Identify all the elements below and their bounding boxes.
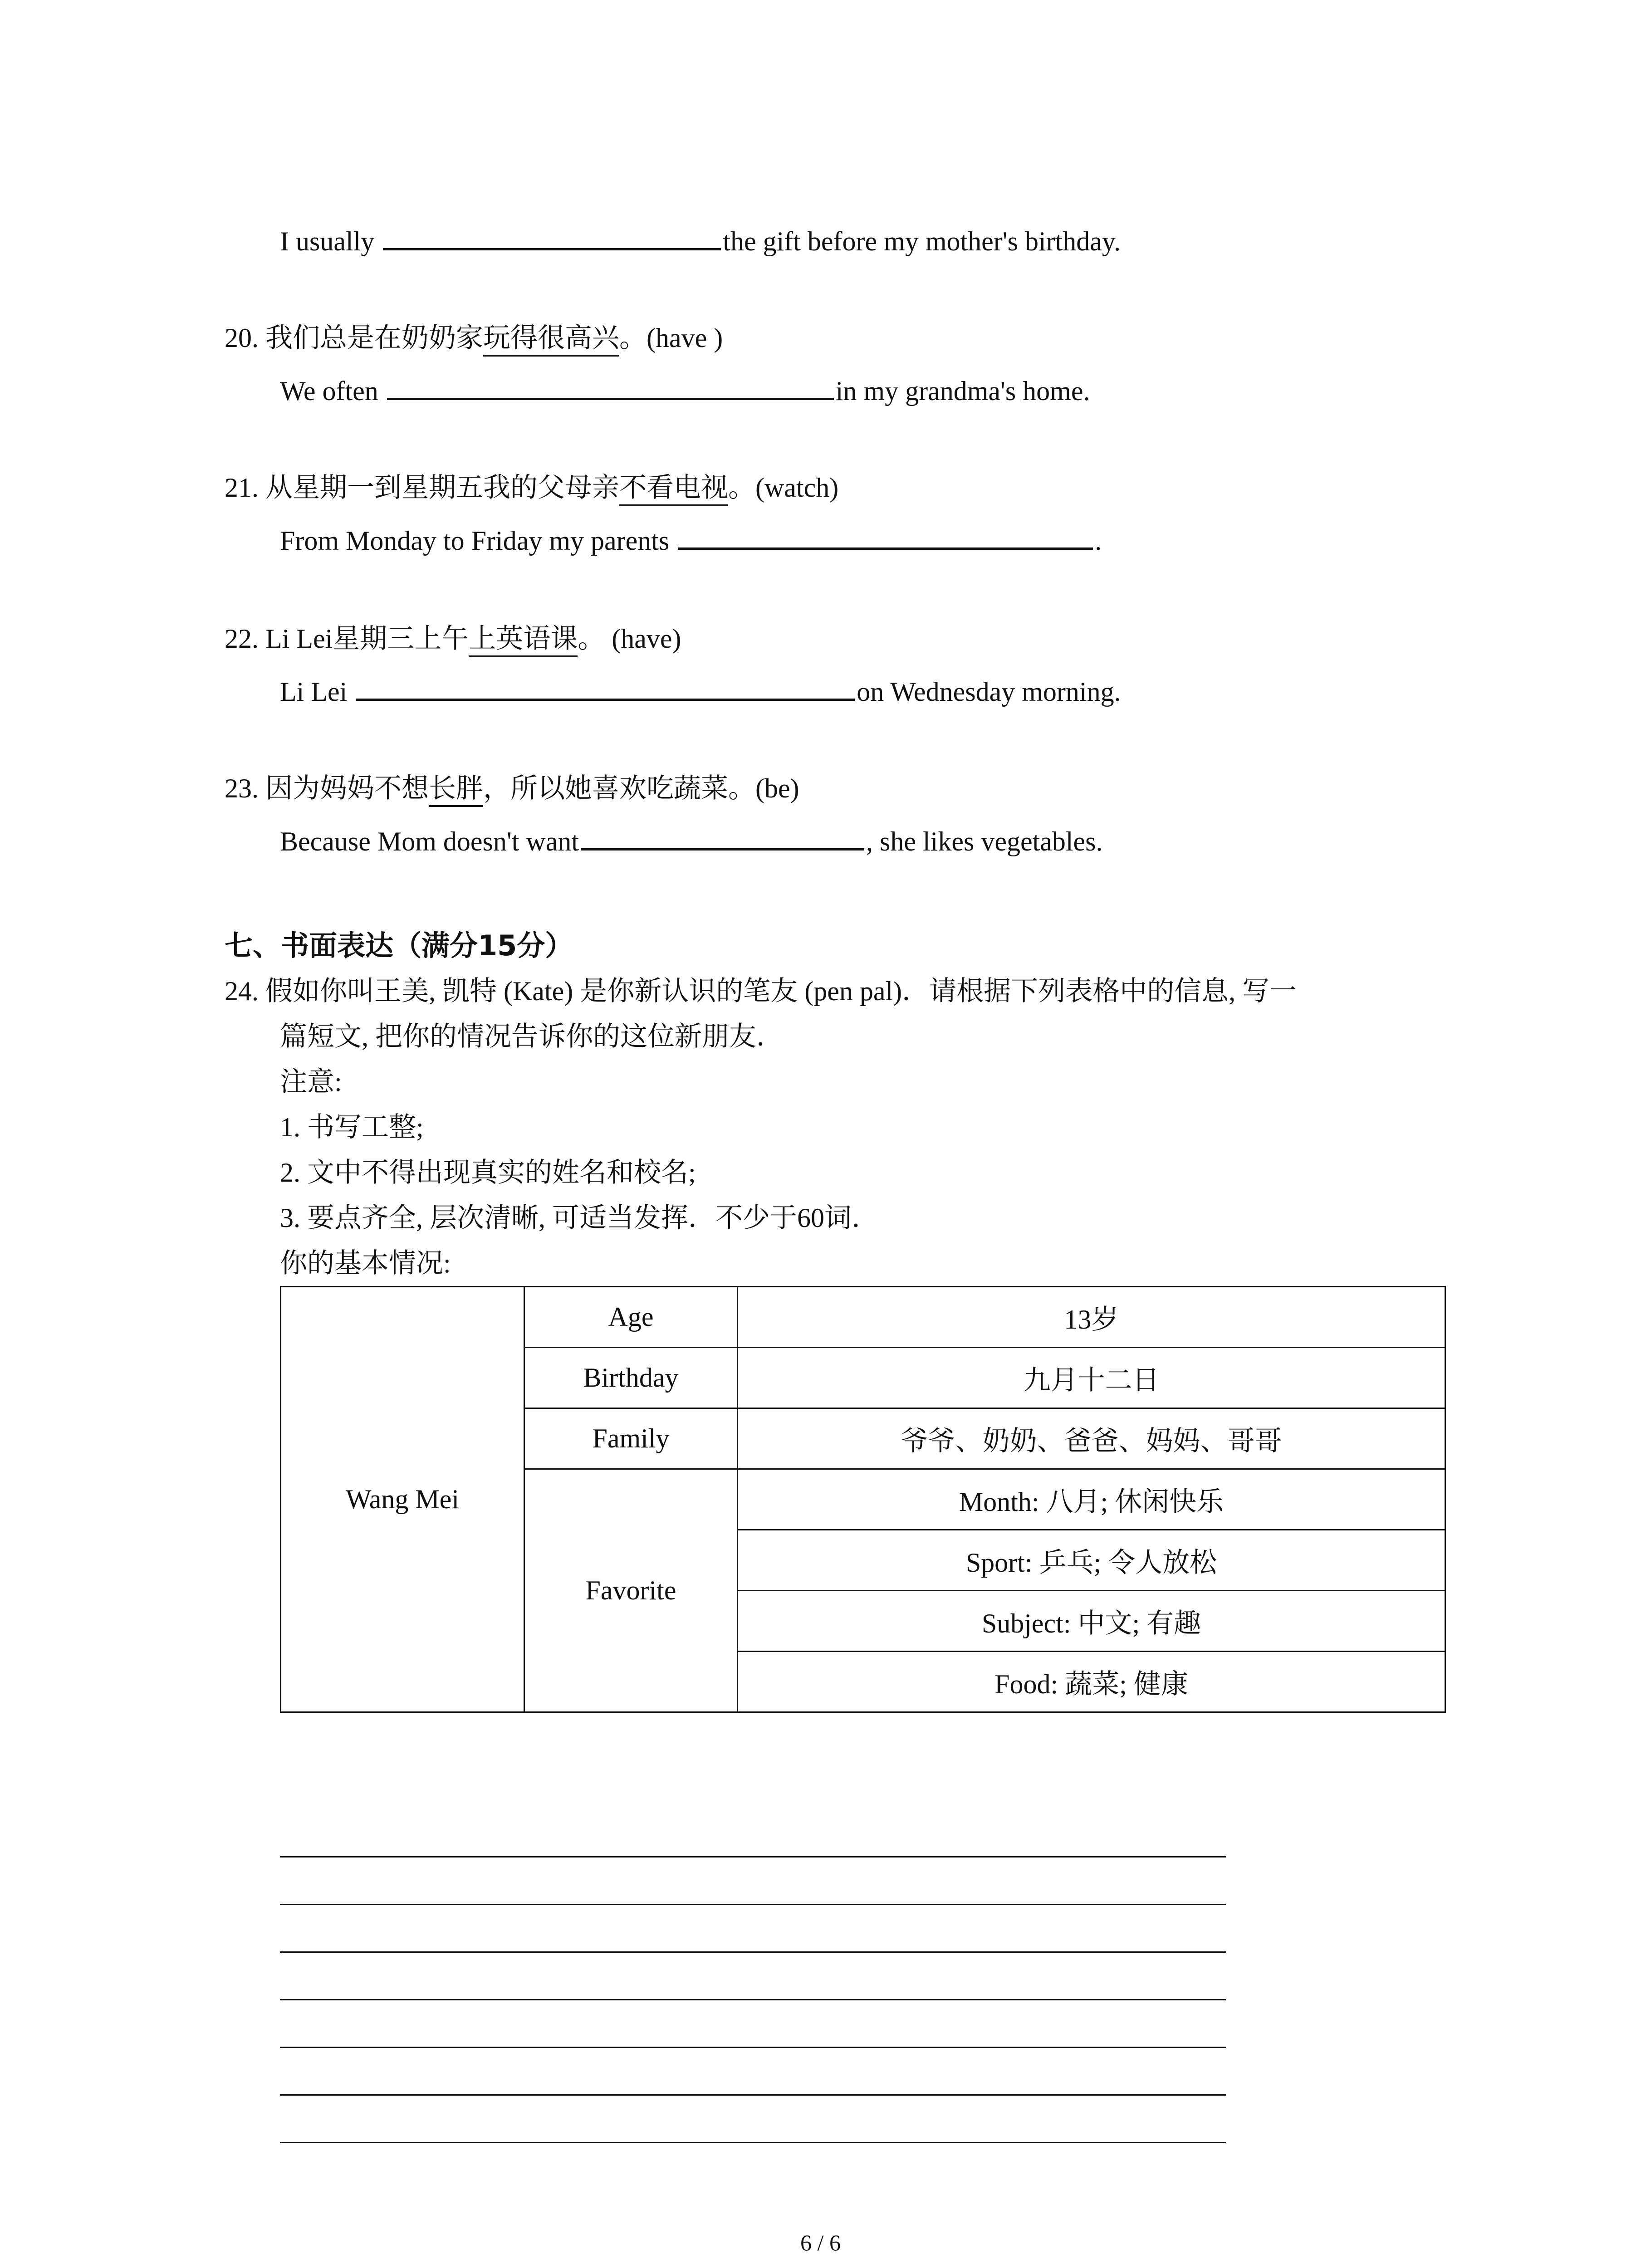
q21-cn-after: 。(watch) bbox=[728, 473, 839, 503]
q20-chinese-line bbox=[225, 324, 723, 352]
q24-number: 24. bbox=[225, 976, 259, 1006]
writing-line[interactable] bbox=[280, 2000, 1226, 2048]
q22-cn-after: 。 (have) bbox=[578, 624, 681, 654]
family-value-cell: 爷爷、奶奶、爸爸、妈妈、哥哥 bbox=[738, 1408, 1445, 1469]
q20-number: 20. bbox=[225, 323, 259, 353]
q24-prompt-line2: 篇短文, 把你的情况告诉你的这位新朋友． bbox=[280, 1022, 784, 1051]
q24-info-label: 你的基本情况: bbox=[280, 1248, 451, 1278]
section-title: 七、书面表达（满分15分） bbox=[225, 929, 573, 962]
q22-cn-before: Li Lei星期三上午 bbox=[265, 624, 469, 654]
q22-chinese-line bbox=[225, 625, 681, 652]
q21-number: 21. bbox=[225, 473, 259, 503]
page-number: 6 / 6 bbox=[800, 2230, 841, 2255]
q21-answer-blank[interactable] bbox=[678, 524, 1093, 550]
q20-cn-before: 我们总是在奶奶家 bbox=[265, 323, 483, 353]
writing-line[interactable] bbox=[280, 2048, 1226, 2096]
q23-cn-underlined: 长胖 bbox=[429, 773, 483, 807]
q23-cn-before: 因为妈妈不想 bbox=[265, 773, 429, 803]
q22-english-line bbox=[280, 675, 1121, 705]
q21-en-prefix: From Monday to Friday my parents bbox=[280, 526, 670, 556]
q20-cn-underlined: 玩得很高兴 bbox=[483, 323, 619, 357]
writing-line[interactable] bbox=[280, 1857, 1226, 1905]
fav-sport-cell: Sport: 乒乓; 令人放松 bbox=[738, 1530, 1445, 1591]
q23-en-prefix: Because Mom doesn't want bbox=[280, 826, 579, 856]
q19-english-line bbox=[280, 225, 1121, 255]
q20-en-prefix: We often bbox=[280, 376, 378, 406]
writing-line[interactable] bbox=[280, 1810, 1226, 1857]
birthday-value-cell: 九月十二日 bbox=[738, 1348, 1445, 1408]
q24-notes-label: 注意: bbox=[280, 1067, 342, 1097]
q19-suffix: the gift before my mother's birthday. bbox=[723, 226, 1121, 256]
q20-cn-after: 。(have ) bbox=[619, 323, 723, 353]
q23-cn-after: ，所以她喜欢吃蔬菜。(be) bbox=[483, 773, 799, 803]
name-cell: Wang Mei bbox=[281, 1287, 524, 1712]
q20-english-line bbox=[280, 374, 1090, 405]
writing-line[interactable] bbox=[280, 1953, 1226, 2000]
q22-answer-blank[interactable] bbox=[356, 675, 855, 701]
q24-note-1: 1. 书写工整; bbox=[280, 1112, 424, 1142]
age-value-cell: 13岁 bbox=[738, 1287, 1445, 1348]
fav-food-cell: Food: 蔬菜; 健康 bbox=[738, 1652, 1445, 1712]
q22-en-prefix: Li Lei bbox=[280, 677, 348, 707]
q24-note-2: 2. 文中不得出现真实的姓名和校名; bbox=[280, 1158, 696, 1188]
age-label-cell: Age bbox=[524, 1287, 738, 1348]
table-row bbox=[281, 1287, 1445, 1348]
q22-en-suffix: on Wednesday morning. bbox=[857, 677, 1121, 707]
q21-chinese-line bbox=[225, 474, 838, 501]
q21-cn-before: 从星期一到星期五我的父母亲 bbox=[265, 473, 619, 503]
q23-chinese-line bbox=[225, 775, 799, 802]
q23-english-line bbox=[280, 825, 1103, 855]
writing-area[interactable] bbox=[280, 1810, 1226, 2143]
q20-answer-blank[interactable] bbox=[387, 374, 834, 400]
fav-subject-cell: Subject: 中文; 有趣 bbox=[738, 1591, 1445, 1652]
q23-en-suffix: , she likes vegetables. bbox=[866, 826, 1103, 856]
q21-english-line bbox=[280, 524, 1102, 554]
fav-month-cell: Month: 八月; 休闲快乐 bbox=[738, 1469, 1445, 1530]
q23-answer-blank[interactable] bbox=[581, 825, 864, 850]
q24-note-3: 3. 要点齐全, 层次清晰, 可适当发挥．不少于60词． bbox=[280, 1203, 879, 1233]
favorite-label-cell: Favorite bbox=[524, 1469, 738, 1712]
birthday-label-cell: Birthday bbox=[524, 1348, 738, 1408]
q22-number: 22. bbox=[225, 624, 259, 654]
q23-number: 23. bbox=[225, 773, 259, 803]
q24-prompt-text1: 假如你叫王美, 凯特 (Kate) 是你新认识的笔友 (pen pal)．请根据下列表格中的信息, 写一 bbox=[265, 976, 1297, 1006]
q24-prompt-line1 bbox=[225, 978, 1297, 1005]
q21-cn-underlined: 不看电视 bbox=[619, 473, 728, 506]
writing-line[interactable] bbox=[280, 2096, 1226, 2143]
q21-en-suffix: . bbox=[1095, 526, 1102, 556]
info-table bbox=[280, 1286, 1446, 1713]
writing-line[interactable] bbox=[280, 1905, 1226, 1953]
q19-answer-blank[interactable] bbox=[383, 225, 721, 250]
q20-en-suffix: in my grandma's home. bbox=[835, 376, 1090, 406]
q19-prefix: I usually bbox=[280, 226, 375, 256]
family-label-cell: Family bbox=[524, 1408, 738, 1469]
q22-cn-underlined: 上英语课 bbox=[469, 624, 578, 657]
